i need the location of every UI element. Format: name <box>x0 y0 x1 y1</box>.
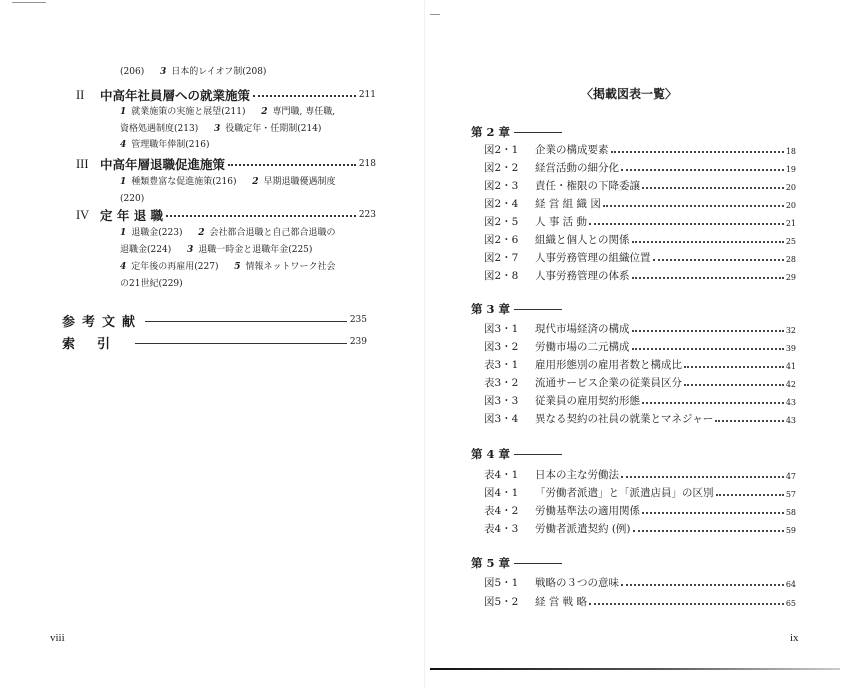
figure-title: 労働市場の二元構成 <box>535 341 630 353</box>
page-number: ix <box>790 632 799 644</box>
toc-subitems <box>120 193 144 205</box>
chapter-label: 第 2 章 <box>471 125 511 139</box>
figure-label: 図2・6 <box>484 234 519 246</box>
table-page: 42 <box>785 380 796 389</box>
table-page: 58 <box>785 508 796 517</box>
toc-subitem-number: 4 <box>120 262 127 272</box>
figure-title: 人事労務管理の組織位置 <box>535 252 651 264</box>
figure-label: 図2・8 <box>484 270 519 282</box>
toc-subitem-number: 4 <box>120 140 127 150</box>
table-label: 表3・2 <box>484 377 519 389</box>
figure-title: 人事労務管理の体系 <box>535 270 630 282</box>
toc-subitem-text: 退職金(223) <box>131 228 183 238</box>
table-page: 41 <box>785 362 796 371</box>
backmatter-title: 索引 <box>62 336 133 352</box>
table-page: 47 <box>785 472 796 481</box>
leader-line <box>135 343 347 344</box>
table-label: 表3・1 <box>484 359 519 371</box>
table-title: 流通サービス企業の従業員区分 <box>535 377 682 389</box>
figure-page: 19 <box>785 165 796 174</box>
page-number: viii <box>50 632 65 644</box>
toc-subitem-number: 1 <box>120 177 127 187</box>
dot-leader <box>632 348 784 350</box>
toc-subitems <box>120 261 336 273</box>
section-number: II <box>76 87 85 102</box>
chapter-heading <box>471 124 571 140</box>
figure-page: 43 <box>785 416 796 425</box>
dot-leader <box>253 95 356 97</box>
figure-label: 図2・5 <box>484 216 519 228</box>
toc-subitem-text: 早期退職優遇制度 <box>263 177 336 187</box>
figure-entry <box>484 338 796 355</box>
figure-entry <box>484 141 796 158</box>
figure-title: 従業員の雇用契約形態 <box>535 395 640 407</box>
table-entry <box>484 374 796 391</box>
toc-subitem-text: (220) <box>120 194 145 204</box>
section-page: 218 <box>358 159 376 169</box>
dot-leader <box>684 384 784 386</box>
figure-page: 39 <box>785 344 796 353</box>
figure-label: 図5・2 <box>484 596 519 608</box>
toc-section-iv <box>76 206 376 224</box>
section-page: 223 <box>358 210 376 220</box>
figure-page: 29 <box>785 273 796 282</box>
figure-page: 64 <box>785 580 796 589</box>
toc-subitem-number: 1 <box>120 228 127 238</box>
section-page: 211 <box>358 90 376 100</box>
figure-entry <box>484 231 796 248</box>
table-entry <box>484 520 796 537</box>
left-page <box>0 0 420 688</box>
dot-leader <box>642 187 784 189</box>
figure-title: 人 事 活 動 <box>535 216 588 228</box>
section-number: IV <box>76 207 90 222</box>
toc-subitem-text: 役職定年・任期制(214) <box>225 124 322 134</box>
chapter-heading <box>471 446 571 462</box>
toc-subitem-number: 1 <box>120 107 127 117</box>
toc-subitem-number: 2 <box>261 107 268 117</box>
figure-entry <box>484 267 796 284</box>
list-of-figures-heading: 〈掲載図表一覧〉 <box>581 87 678 101</box>
table-page: 59 <box>785 526 796 535</box>
dot-leader <box>589 603 784 605</box>
figure-page: 21 <box>785 219 796 228</box>
chapter-rule <box>514 132 562 133</box>
table-title: 労働基準法の適用関係 <box>535 505 640 517</box>
figure-entry <box>484 249 796 266</box>
toc-subitem-text: 退職一時金と退職年金(225) <box>198 245 313 255</box>
figure-page: 57 <box>785 490 796 499</box>
table-entry <box>484 502 796 519</box>
toc-subitem-number: 5 <box>234 262 241 272</box>
figure-page: 18 <box>785 147 796 156</box>
chapter-heading <box>471 555 571 571</box>
toc-subitem-number: 3 <box>213 124 221 134</box>
dot-leader <box>642 402 784 404</box>
figure-page: 32 <box>785 326 796 335</box>
toc-subitems <box>120 123 321 135</box>
backmatter-page: 235 <box>349 315 367 325</box>
dot-leader <box>715 420 784 422</box>
section-title: 中高年社員層への就業施策 <box>100 88 251 103</box>
figure-label: 図3・2 <box>484 341 519 353</box>
chapter-heading <box>471 301 571 317</box>
figure-page: 25 <box>785 237 796 246</box>
chapter-rule <box>514 454 562 455</box>
toc-references <box>62 311 367 329</box>
figure-title: 組織と個人との関係 <box>535 234 630 246</box>
figure-entry <box>484 484 796 501</box>
table-title: 雇用形態別の雇用者数と構成比 <box>535 359 682 371</box>
dot-leader <box>642 512 784 514</box>
backmatter-page: 239 <box>349 337 367 347</box>
leader-line <box>145 321 347 322</box>
toc-subitem-text: 情報ネットワーク社会 <box>245 262 336 272</box>
figure-entry <box>484 593 796 610</box>
figure-title: 企業の構成要素 <box>535 144 609 156</box>
figure-label: 図5・1 <box>484 577 519 589</box>
chapter-label: 第 3 章 <box>471 302 511 316</box>
figure-entry <box>484 574 796 591</box>
toc-subitems <box>120 278 183 290</box>
dot-leader <box>632 277 784 279</box>
figure-label: 図3・3 <box>484 395 519 407</box>
figure-title: 「労働者派遣」と「派遣店員」の区別 <box>535 487 714 499</box>
right-page <box>428 0 856 688</box>
figure-entry <box>484 392 796 409</box>
table-entry <box>484 356 796 373</box>
figure-entry <box>484 177 796 194</box>
figure-title: 責任・権限の下降委譲 <box>535 180 640 192</box>
figure-page: 20 <box>785 183 796 192</box>
figure-label: 図4・1 <box>484 487 519 499</box>
toc-subitem-number: 2 <box>252 177 259 187</box>
backmatter-title: 参考文献 <box>62 314 143 330</box>
figure-entry <box>484 159 796 176</box>
figure-entry <box>484 410 796 427</box>
figure-title: 経 営 戦 略 <box>535 596 588 608</box>
figure-title: 戦略の３つの意味 <box>535 577 619 589</box>
dot-leader <box>589 223 784 225</box>
dot-leader <box>653 259 784 261</box>
figure-page: 65 <box>785 599 796 608</box>
toc-subitem-text: 種類豊富な促進施策(216) <box>131 177 237 187</box>
section-title: 定 年 退 職 <box>100 208 164 223</box>
toc-subitem-text: 定年後の再雇用(227) <box>131 262 219 272</box>
toc-subitem-page: (206) <box>120 67 145 77</box>
toc-subitems <box>120 227 336 239</box>
toc-subitems <box>120 106 335 118</box>
chapter-rule <box>514 309 562 310</box>
chapter-label: 第 5 章 <box>471 556 511 570</box>
dot-leader <box>621 476 784 478</box>
toc-subitem-number: 3 <box>186 245 194 255</box>
figure-title: 異なる契約の社員の就業とマネジャー <box>535 413 714 425</box>
section-number: III <box>76 156 89 171</box>
figure-label: 図3・1 <box>484 323 519 335</box>
dot-leader <box>621 169 784 171</box>
chapter-label: 第 4 章 <box>471 447 511 461</box>
toc-section-ii <box>76 86 376 104</box>
toc-subitem-number: 3 <box>159 67 167 77</box>
dot-leader <box>166 215 356 217</box>
dot-leader <box>632 330 784 332</box>
toc-subitem-text: の21世紀(229) <box>120 279 183 289</box>
dot-leader <box>684 366 784 368</box>
figure-label: 図2・4 <box>484 198 519 210</box>
toc-subitems <box>120 176 336 188</box>
toc-subitems <box>120 66 266 78</box>
toc-section-iii <box>76 155 376 173</box>
toc-subitem-text: 資格処遇制度(213) <box>120 124 199 134</box>
toc-index <box>62 333 367 351</box>
figure-label: 図2・2 <box>484 162 519 174</box>
table-label: 表4・3 <box>484 523 519 535</box>
dot-leader <box>633 530 784 532</box>
toc-subitem-text: 就業施策の実施と展望(211) <box>131 107 246 117</box>
toc-subitem-text: 専門職, 専任職, <box>272 107 336 117</box>
figure-label: 図3・4 <box>484 413 519 425</box>
dot-leader <box>632 241 784 243</box>
dot-leader <box>603 205 784 207</box>
figure-title: 経営活動の細分化 <box>535 162 619 174</box>
section-title: 中高年層退職促進施策 <box>100 157 226 172</box>
dot-leader <box>611 151 784 153</box>
table-title: 日本の主な労働法 <box>535 469 619 481</box>
figure-entry <box>484 320 796 337</box>
figure-label: 図2・3 <box>484 180 519 192</box>
toc-subitems <box>120 139 209 151</box>
figure-title: 経 営 組 織 図 <box>535 198 601 210</box>
toc-subitem-page: (208) <box>242 67 267 77</box>
table-title: 労働者派遣契約 (例) <box>535 523 631 535</box>
table-entry <box>484 466 796 483</box>
scan-mark <box>430 668 840 670</box>
figure-page: 43 <box>785 398 796 407</box>
figure-page: 20 <box>785 201 796 210</box>
toc-subitem-text: 日本的レイオフ制 <box>171 67 243 77</box>
table-label: 表4・1 <box>484 469 519 481</box>
dot-leader <box>716 494 784 496</box>
toc-subitems <box>120 244 312 256</box>
toc-subitem-number: 2 <box>198 228 205 238</box>
figure-entry <box>484 213 796 230</box>
page-spine <box>424 0 425 688</box>
dot-leader <box>228 164 356 166</box>
toc-subitem-text: 退職金(224) <box>120 245 172 255</box>
figure-label: 図2・7 <box>484 252 519 264</box>
figure-label: 図2・1 <box>484 144 519 156</box>
dot-leader <box>621 584 784 586</box>
chapter-rule <box>514 563 562 564</box>
toc-subitem-text: 会社都合退職と自己都合退職の <box>209 228 336 238</box>
figure-page: 28 <box>785 255 796 264</box>
figure-title: 現代市場経済の構成 <box>535 323 630 335</box>
toc-subitem-text: 管理職年俸制(216) <box>131 140 210 150</box>
figure-entry <box>484 195 796 212</box>
table-label: 表4・2 <box>484 505 519 517</box>
